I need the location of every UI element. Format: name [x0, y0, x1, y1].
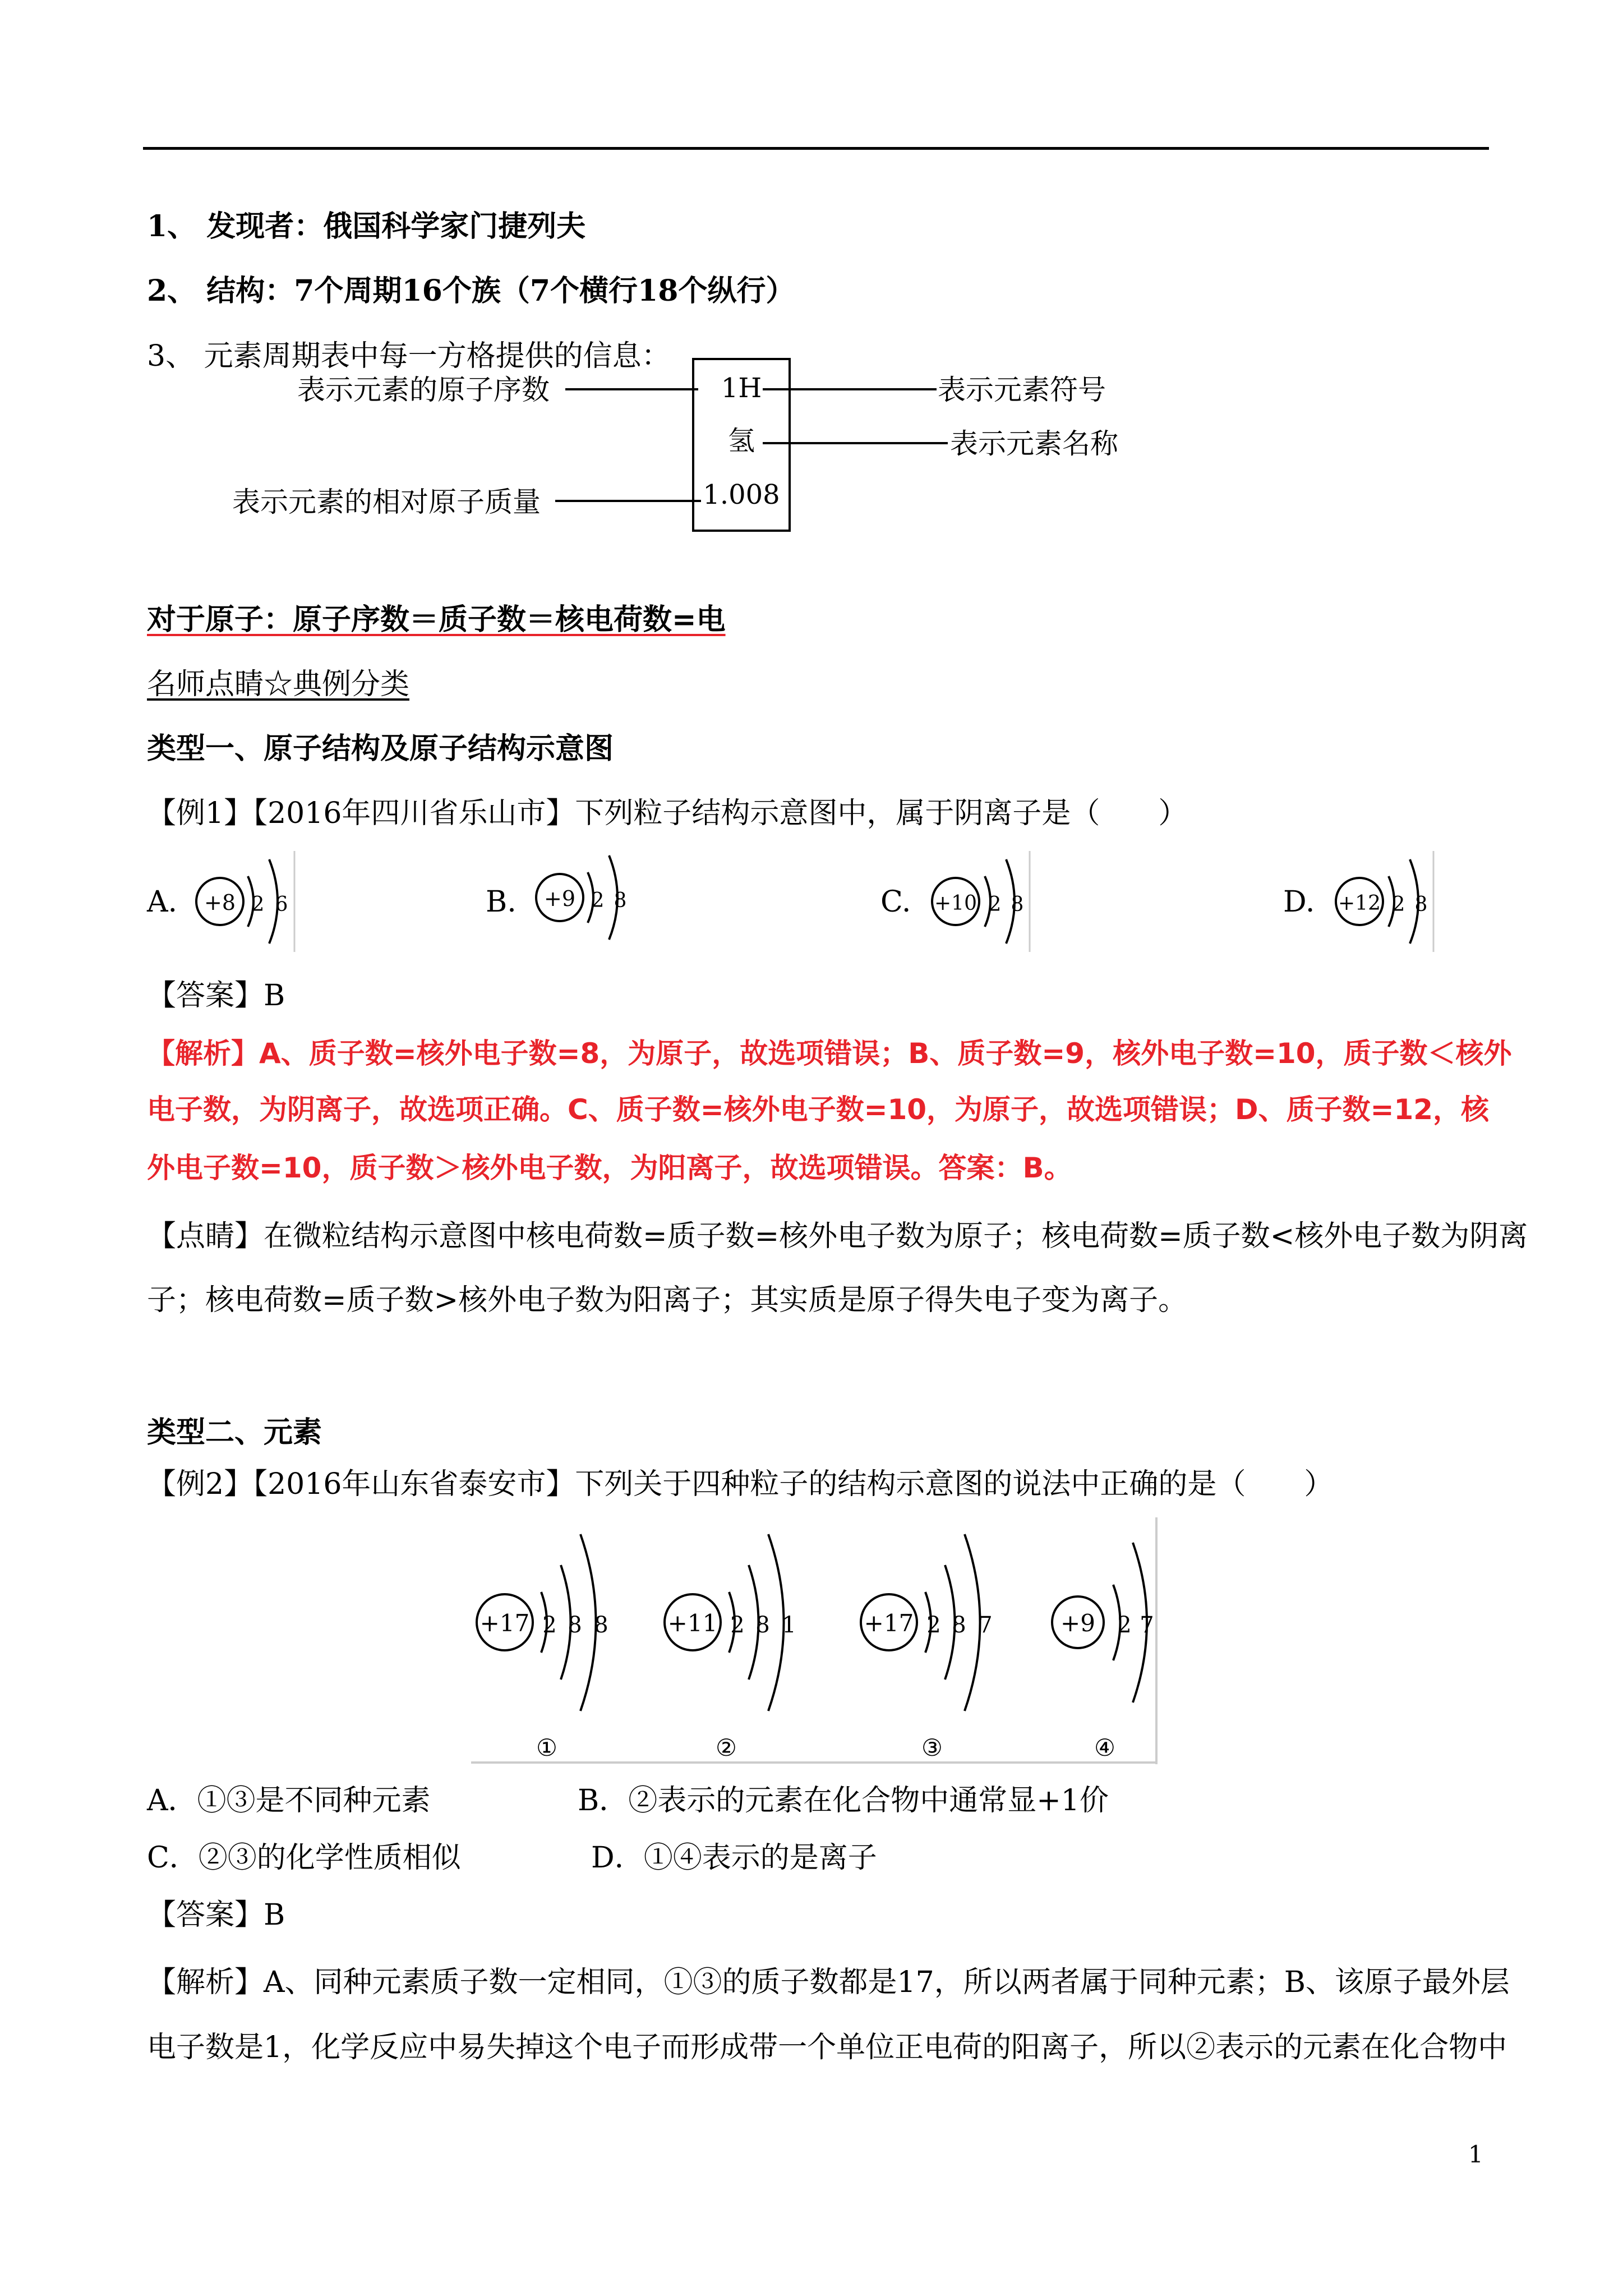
svg-text:2: 2	[988, 893, 1002, 916]
particle-4	[1052, 1543, 1154, 1761]
svg-text:+9: +9	[543, 886, 576, 911]
svg-text:2: 2	[591, 889, 605, 912]
type2-question: 【例2】【2016年山东省泰安市】下列关于四种粒子的结构示意图的说法中正确的是（ ）	[147, 1467, 1334, 1501]
svg-text:+10: +10	[934, 892, 977, 915]
type2-option-b: B．②表示的元素在化合物中通常显+1价	[578, 1784, 1109, 1818]
type1-analysis-line-2: 电子数，为阴离子，故选项正确。C、质子数=核外电子数=10，为原子，故选项错误；D、质子数=12，核	[147, 1093, 1490, 1126]
svg-text:+17: +17	[479, 1609, 530, 1637]
svg-text:2: 2	[730, 1612, 745, 1638]
svg-text:8: 8	[594, 1612, 608, 1638]
svg-text:2: 2	[542, 1612, 557, 1638]
item-discoverer: 1、 发现者：俄国科学家门捷列夫	[147, 209, 586, 243]
label-atomic-number: 表示元素的原子序数	[297, 374, 550, 406]
option-d-diagram	[1327, 848, 1439, 958]
label-symbol: 表示元素符号	[938, 374, 1106, 406]
svg-text:2: 2	[926, 1612, 941, 1638]
type1-heading: 类型一、原子结构及原子结构示意图	[147, 731, 614, 766]
type2-particles-diagram	[471, 1515, 1166, 1764]
type2-option-a: A．①③是不同种元素	[147, 1784, 431, 1818]
svg-text:②: ②	[716, 1734, 737, 1761]
svg-text:8: 8	[568, 1612, 582, 1638]
cell-diagram	[213, 353, 1166, 539]
svg-text:+12: +12	[1338, 892, 1381, 915]
option-d-label: D.	[1283, 885, 1315, 919]
svg-text:+8: +8	[204, 890, 236, 915]
type2-option-d: D．①④表示的是离子	[591, 1841, 877, 1875]
section-title: 名师点睛☆典例分类	[147, 668, 410, 701]
type1-tip-line-2: 子；核电荷数=质子数>核外电子数为阳离子；其实质是原子得失电子变为离子。	[147, 1283, 1188, 1317]
option-b-label: B.	[486, 885, 517, 919]
svg-text:7: 7	[978, 1612, 993, 1638]
option-a-label: A.	[147, 885, 178, 919]
type2-analysis-line-1: 【解析】A、同种元素质子数一定相同，①③的质子数都是17，所以两者属于同种元素；B、该原子最外层	[147, 1966, 1510, 1999]
svg-text:6: 6	[275, 893, 288, 916]
option-b-diagram	[531, 848, 643, 958]
svg-text:+9: +9	[1061, 1609, 1095, 1637]
svg-text:2: 2	[1117, 1612, 1132, 1638]
svg-text:①: ①	[536, 1734, 557, 1761]
cell-name: 氢	[727, 425, 755, 457]
svg-text:1: 1	[782, 1612, 796, 1638]
cell-mass: 1.008	[703, 479, 780, 510]
rule-atom: 对于原子：原子序数＝质子数＝核电荷数=电	[147, 602, 726, 637]
page-number: 1	[1468, 2141, 1483, 2168]
type1-analysis-line-1: 【解析】A、质子数=核外电子数=8，为原子，故选项错误；B、质子数=9，核外电子数=10，质子数＜核外	[147, 1037, 1512, 1070]
type2-heading: 类型二、元素	[147, 1415, 322, 1450]
particle-1	[477, 1534, 608, 1761]
svg-text:7: 7	[1140, 1612, 1154, 1638]
svg-text:8: 8	[1414, 893, 1428, 916]
type1-question: 【例1】【2016年四川省乐山市】下列粒子结构示意图中，属于阴离子是（ ）	[147, 797, 1188, 830]
svg-text:8: 8	[755, 1612, 770, 1638]
svg-text:+17: +17	[864, 1609, 914, 1637]
svg-text:8: 8	[952, 1612, 966, 1638]
type1-analysis-line-3: 外电子数=10，质子数＞核外电子数，为阳离子，故选项错误。答案：B。	[147, 1152, 1072, 1184]
item-cell-info: 3、 元素周期表中每一方格提供的信息：	[147, 339, 671, 373]
label-mass: 表示元素的相对原子质量	[232, 486, 541, 518]
svg-text:+11: +11	[667, 1609, 718, 1637]
svg-text:④: ④	[1094, 1734, 1115, 1761]
option-a-diagram	[185, 848, 297, 958]
label-name: 表示元素名称	[950, 427, 1118, 460]
option-c-diagram	[923, 848, 1035, 958]
header-rule	[143, 147, 1489, 150]
svg-text:8: 8	[1011, 893, 1024, 916]
particle-2	[665, 1534, 796, 1761]
type2-option-c: C．②③的化学性质相似	[147, 1841, 461, 1875]
svg-text:2: 2	[251, 893, 265, 916]
type2-analysis-line-2: 电子数是1，化学反应中易失掉这个电子而形成带一个单位正电荷的阳离子，所以②表示的元素在化合物中	[147, 2031, 1507, 2064]
option-c-label: C.	[880, 885, 911, 919]
type1-tip-line-1: 【点睛】在微粒结构示意图中核电荷数=质子数=核外电子数为原子；核电荷数=质子数<核外电子数为阴离	[147, 1220, 1528, 1253]
particle-3	[861, 1534, 993, 1761]
svg-text:8: 8	[614, 889, 627, 912]
item-structure: 2、 结构：7个周期16个族（7个横行18个纵行）	[147, 274, 795, 308]
svg-text:2: 2	[1392, 893, 1405, 916]
type1-answer: 【答案】B	[147, 979, 285, 1013]
type2-answer: 【答案】B	[147, 1898, 285, 1932]
cell-symbol: 1H	[721, 372, 762, 404]
svg-text:③: ③	[921, 1734, 943, 1761]
